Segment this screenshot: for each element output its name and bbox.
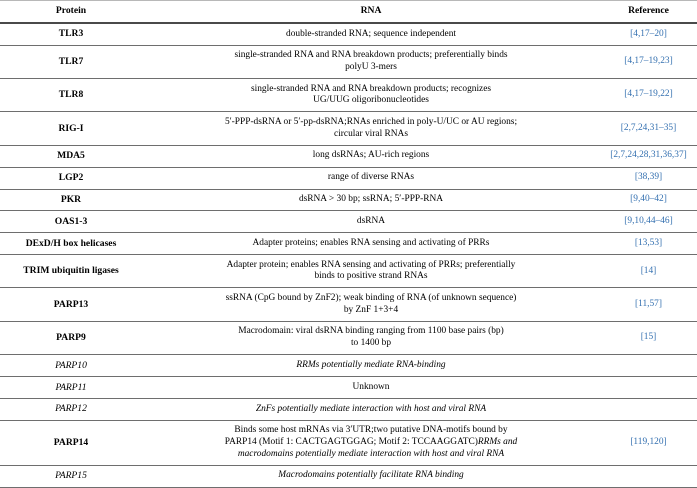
cell-reference: [600, 398, 697, 420]
reference-link[interactable]: [9,10,44–46]: [624, 216, 673, 226]
cell-reference: [600, 233, 697, 255]
cell-rna-line: polyU 3-mers: [345, 61, 397, 72]
cell-protein: OAS1-3: [0, 211, 142, 233]
cell-protein: TLR8: [0, 79, 142, 112]
table-row: [0, 398, 697, 420]
reference-link[interactable]: [2,7,24,31–35]: [620, 122, 677, 133]
table-row: [0, 420, 697, 465]
cell-rna-line: dsRNA: [356, 216, 386, 226]
cell-rna-line: ZnFs potentially mediate interaction with host and viral RNA: [255, 403, 487, 414]
cell-rna: [142, 255, 600, 288]
table-row: [0, 23, 697, 45]
cell-rna-line: RRMs potentially mediate RNA-binding: [296, 359, 446, 370]
reference-link[interactable]: [11,57]: [635, 298, 662, 309]
cell-reference: [600, 79, 697, 112]
cell-rna: [142, 211, 600, 233]
cell-protein: PARP12: [0, 398, 142, 420]
cell-protein: PARP14: [0, 420, 142, 465]
cell-rna: [142, 377, 600, 399]
column-header-reference: Reference: [600, 1, 697, 23]
cell-protein: DExD/H box helicases: [0, 233, 142, 255]
cell-reference: [600, 255, 697, 288]
cell-protein: MDA5: [0, 145, 142, 167]
cell-rna: [142, 398, 600, 420]
cell-protein: PARP13: [0, 288, 142, 321]
cell-protein: PARP9: [0, 321, 142, 354]
cell-rna-segment-roman: PARP14 (Motif 1: CACTGAGTGGAG; Motif 2: TCCAAGGATC): [224, 436, 478, 447]
cell-rna: [142, 23, 600, 45]
table-row: [0, 112, 697, 145]
reference-link[interactable]: [4,17–20]: [630, 28, 667, 39]
table-row: [0, 167, 697, 189]
cell-rna-line: Adapter protein; enables RNA sensing and activating of PRRs; preferentially: [226, 259, 516, 270]
cell-reference: [600, 112, 697, 145]
cell-rna-line: ssRNA (CpG bound by ZnF2); weak binding of RNA (of unknown sequence): [225, 292, 517, 303]
cell-rna-segment-italic: RRMs and: [477, 436, 518, 447]
table-row: [0, 321, 697, 354]
cell-rna-line: macrodomains potentially mediate interaction with host and viral RNA: [237, 448, 505, 459]
cell-rna-line: circular viral RNAs: [334, 128, 408, 139]
reference-link[interactable]: [14]: [640, 265, 657, 276]
cell-rna-line: to 1400 bp: [350, 337, 392, 348]
cell-rna: [142, 45, 600, 78]
cell-protein: PKR: [0, 189, 142, 211]
cell-reference: [600, 167, 697, 189]
cell-rna: [142, 233, 600, 255]
table-row: [0, 233, 697, 255]
cell-rna-line: by ZnF 1+3+4: [343, 304, 399, 315]
reference-link[interactable]: [9,40–42]: [630, 194, 667, 205]
cell-rna-line: long dsRNAs; AU-rich regions: [312, 150, 430, 161]
reference-link[interactable]: [38,39]: [634, 172, 663, 183]
cell-rna-line: UG/UUG oligoribonucleotides: [313, 95, 429, 106]
cell-reference: [600, 288, 697, 321]
column-header-protein: Protein: [0, 1, 142, 23]
cell-reference: [600, 355, 697, 377]
cell-rna-line: single-stranded RNA and RNA breakdown products; recognizes: [250, 83, 492, 94]
cell-rna-line: Unknown: [352, 381, 390, 392]
reference-link[interactable]: [2,7,24,28,31,36,37]: [610, 150, 687, 161]
cell-rna: [142, 189, 600, 211]
cell-rna: [142, 288, 600, 321]
cell-protein: RIG-I: [0, 112, 142, 145]
table-row: [0, 255, 697, 288]
table-row: [0, 45, 697, 78]
reference-link[interactable]: [4,17–19,22]: [624, 89, 673, 100]
table-body: [0, 23, 697, 487]
cell-rna-line: single-stranded RNA and RNA breakdown products; preferentially binds: [234, 50, 508, 61]
table-header-row: [0, 1, 697, 23]
column-header-rna: RNA: [142, 1, 600, 23]
cell-rna-line: binds to positive strand RNAs: [314, 271, 428, 282]
table-row: [0, 145, 697, 167]
cell-rna-line: Macrodomain: viral dsRNA binding ranging from 1100 base pairs (bp): [238, 326, 504, 337]
cell-rna-line: 5′-PPP-dsRNA or 5′-pp-dsRNA;RNAs enriched in poly-U/UC or AU regions;: [224, 116, 518, 127]
table-row: [0, 189, 697, 211]
cell-reference: [600, 321, 697, 354]
reference-link[interactable]: [4,17–19,23]: [624, 56, 673, 67]
cell-rna: [142, 420, 600, 465]
cell-rna: [142, 465, 600, 487]
reference-link[interactable]: [13,53]: [634, 237, 663, 248]
cell-rna-line: Binds some host mRNAs via 3′UTR;two putative DNA-motifs bound by: [234, 425, 508, 436]
cell-rna-line: Adapter proteins; enables RNA sensing and activating of PRRs: [252, 237, 490, 248]
cell-rna-line: double-stranded RNA; sequence independent: [286, 28, 456, 39]
cell-rna-line: range of diverse RNAs: [327, 172, 415, 183]
reference-link[interactable]: [15]: [640, 332, 657, 343]
cell-reference: [600, 465, 697, 487]
table-row: [0, 288, 697, 321]
cell-protein: TLR7: [0, 45, 142, 78]
cell-rna: [142, 321, 600, 354]
cell-protein: PARP11: [0, 377, 142, 399]
cell-reference: [600, 23, 697, 45]
cell-protein: TLR3: [0, 23, 142, 45]
cell-reference: [600, 211, 697, 233]
cell-protein: PARP10: [0, 355, 142, 377]
cell-reference: [600, 45, 697, 78]
cell-reference: [600, 420, 697, 465]
reference-link[interactable]: [119,120]: [630, 436, 667, 447]
cell-rna: [142, 355, 600, 377]
cell-protein: LGP2: [0, 167, 142, 189]
cell-protein: TRIM ubiquitin ligases: [0, 255, 142, 288]
table-row: [0, 465, 697, 487]
table-header: [0, 1, 697, 23]
cell-reference: [600, 377, 697, 399]
cell-rna-line: dsRNA > 30 bp; ssRNA; 5′-PPP-RNA: [298, 194, 444, 205]
cell-rna: [142, 112, 600, 145]
cell-rna: [142, 145, 600, 167]
cell-protein: PARP15: [0, 465, 142, 487]
table-row: [0, 377, 697, 399]
cell-rna-line: [152, 437, 590, 449]
cell-rna: [142, 167, 600, 189]
cell-rna: [142, 79, 600, 112]
cell-reference: [600, 145, 697, 167]
cell-reference: [600, 189, 697, 211]
table-row: [0, 355, 697, 377]
table-row: [0, 79, 697, 112]
table-row: [0, 211, 697, 233]
cell-rna-line: Macrodomains potentially facilitate RNA binding: [278, 470, 464, 481]
